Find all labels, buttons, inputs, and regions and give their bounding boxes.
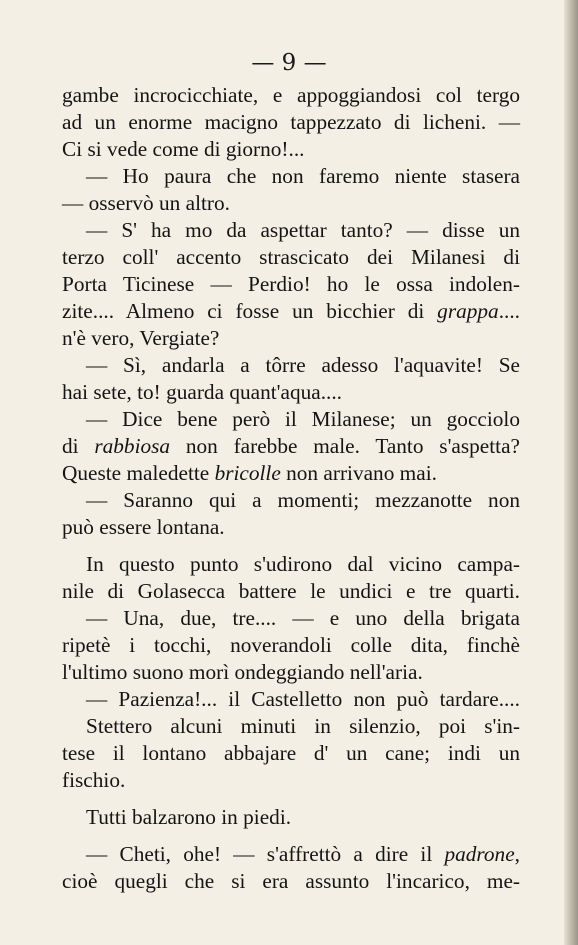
text-run: hai sete, to! guarda quant'aqua.... <box>62 380 342 404</box>
text-line <box>62 686 520 713</box>
text-line <box>62 217 520 244</box>
text-run: — Cheti, ohe! — s'affrettò a dire il <box>86 842 445 866</box>
italic-word: padrone <box>444 842 515 866</box>
text-line <box>62 514 520 541</box>
text-run: — Ho paura che non faremo niente stasera <box>86 164 520 188</box>
text-line <box>62 868 520 895</box>
text-run: zite.... Almeno ci fosse un bicchier di <box>62 299 438 323</box>
text-line <box>62 605 520 632</box>
text-line <box>62 578 520 605</box>
text-line <box>62 804 520 831</box>
text-run: di <box>62 434 95 458</box>
text-run: — Saranno qui a momenti; mezzanotte non <box>86 488 520 512</box>
text-line <box>62 841 520 868</box>
text-line <box>62 713 520 740</box>
text-line <box>62 406 520 433</box>
text-line <box>62 82 520 109</box>
text-run: , <box>514 842 520 866</box>
text-line <box>62 379 520 406</box>
text-line <box>62 632 520 659</box>
text-run: — Pazienza!... il Castelletto non può tardare.... <box>86 687 520 711</box>
text-run: Tutti balzarono in piedi. <box>86 805 292 829</box>
text-run: gambe incrocicchiate, e appoggiandosi col tergo <box>62 83 520 107</box>
text-run: Stettero alcuni minuti in silenzio, poi s'in- <box>86 714 520 738</box>
text-run: — Una, due, tre.... — e uno della brigata <box>86 606 520 630</box>
text-run: Queste maledette <box>62 461 215 485</box>
text-line <box>62 551 520 578</box>
text-run: cioè quegli che si era assunto l'incarico, me- <box>62 869 520 893</box>
text-line <box>62 244 520 271</box>
text-line <box>62 767 520 794</box>
text-line <box>62 325 520 352</box>
text-line <box>62 190 520 217</box>
text-run: In questo punto s'udirono dal vicino campa- <box>86 552 520 576</box>
text-line <box>62 298 520 325</box>
text-line <box>62 740 520 767</box>
text-run: nile di Golasecca battere le undici e tre quarti. <box>62 579 520 603</box>
text-line <box>62 163 520 190</box>
text-line <box>62 433 520 460</box>
text-line <box>62 136 520 163</box>
text-run: non farebbe male. Tanto s'aspetta? <box>170 434 520 458</box>
text-run: terzo coll' accento strascicato dei Milanesi di <box>62 245 520 269</box>
text-run: .... <box>498 299 520 323</box>
text-line <box>62 271 520 298</box>
text-line <box>62 109 520 136</box>
text-run: Porta Ticinese — Perdio! ho le ossa indolen- <box>62 272 520 296</box>
text-run: ripetè i tocchi, noverandoli colle dita, finchè <box>62 633 520 657</box>
text-run: ad un enorme macigno tappezzato di licheni. — <box>62 110 520 134</box>
text-run: — Dice bene però il Milanese; un gocciolo <box>86 407 520 431</box>
italic-word: grappa <box>437 299 499 323</box>
page-number: — 9 — <box>251 50 327 76</box>
text-run: — Sì, andarla a tôrre adesso l'aquavite! Se <box>86 353 520 377</box>
text-run: fischio. <box>62 768 126 792</box>
text-run: non arrivano mai. <box>280 461 437 485</box>
page-body-text <box>62 82 520 895</box>
italic-word: bricolle <box>214 461 281 485</box>
text-line <box>62 487 520 514</box>
text-line <box>62 460 520 487</box>
text-run: l'ultimo suono morì ondeggiando nell'aria. <box>62 660 423 684</box>
text-run: n'è vero, Vergiate? <box>62 326 220 350</box>
page-edge-shadow <box>564 0 578 945</box>
text-run: tese il lontano abbajare d' un cane; indi un <box>62 741 520 765</box>
text-run: — osservò un altro. <box>62 191 230 215</box>
text-line <box>62 352 520 379</box>
text-run: Ci si vede come di giorno!... <box>62 137 305 161</box>
text-run: — S' ha mo da aspettar tanto? — disse un <box>86 218 520 242</box>
text-line <box>62 659 520 686</box>
italic-word: rabbiosa <box>94 434 171 458</box>
text-run: può essere lontana. <box>62 515 225 539</box>
